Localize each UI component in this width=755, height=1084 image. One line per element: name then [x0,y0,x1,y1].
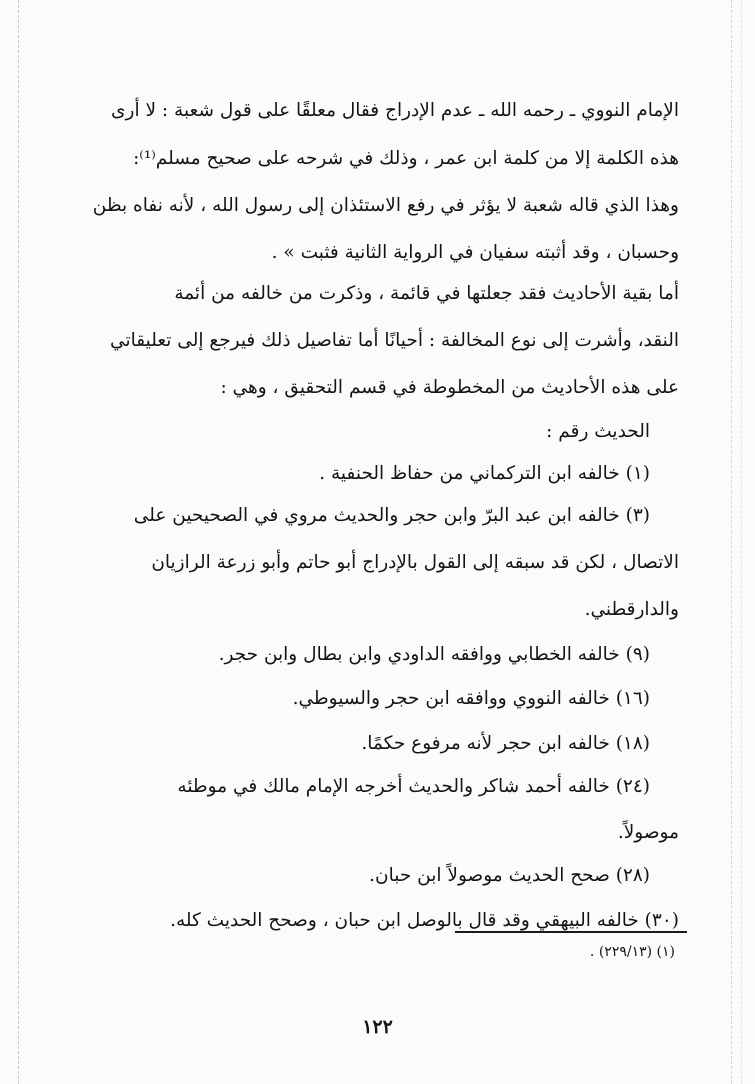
list-item-continuation: الاتصال ، لكن قد سبقه إلى القول بالإدراج أبو حاتم وأبو زرعة الرازيان [151,552,679,573]
page-number: ١٢٢ [362,1016,393,1038]
text-line: هذه الكلمة إلا من كلمة ابن عمر ، وذلك في شرحه على صحيح مسلم⁽¹⁾: [133,148,679,169]
list-item: (٢٨) صحح الحديث موصولاً ابن حبان. [369,865,650,886]
text-line: النقد، وأشرت إلى نوع المخالفة : أحيانًا أما تفاصيل ذلك فيرجع إلى تعليقاتي [110,330,679,351]
list-item: (١٦) خالفه النووي ووافقه ابن حجر والسيوطي. [292,688,650,709]
scan-artifact-left [18,0,19,1084]
list-item: (١) خالفه ابن التركماني من حفاظ الحنفية . [319,463,650,484]
list-item: (٢٤) خالفه أحمد شاكر والحديث أخرجه الإمام مالك في موطئه [177,776,650,797]
text-line: وحسبان ، وقد أثبته سفيان في الرواية الثانية فثبت » . [271,242,679,263]
list-item-continuation: والدارقطني. [584,599,679,620]
list-item: (٣٠) خالفه البيهقي وقد قال بالوصل ابن حبان ، وصحح الحديث كله. [170,910,679,931]
scan-artifact-right [731,0,732,1084]
list-item-continuation: موصولاً. [617,822,679,843]
list-item: (٣) خالفه ابن عبد البرّ وابن حجر والحديث مروي في الصحيحين على [133,505,650,526]
text-line: على هذه الأحاديث من المخطوطة في قسم التحقيق ، وهي : [220,377,679,398]
scan-artifact-right-2 [741,0,742,1084]
footnote-separator [455,931,687,933]
list-item: (١٨) خالفه ابن حجر لأنه مرفوع حكمًا. [361,733,650,754]
text-line: الإمام النووي ـ رحمه الله ـ عدم الإدراج فقال معلقًا على قول شعبة : لا أرى [111,100,679,121]
footnote: (١) (٢٢٩/١٣) . [589,944,675,960]
text-line: وهذا الذي قاله شعبة لا يؤثر في رفع الاستئذان إلى رسول الله ، لأنه نفاه بظن [92,195,679,216]
list-item: (٩) خالفه الخطابي ووافقه الداودي وابن بطال وابن حجر. [218,644,650,665]
text-line: أما بقية الأحاديث فقد جعلتها في قائمة ، وذكرت من خالفه من أئمة [174,283,679,304]
list-heading: الحديث رقم : [546,421,650,442]
